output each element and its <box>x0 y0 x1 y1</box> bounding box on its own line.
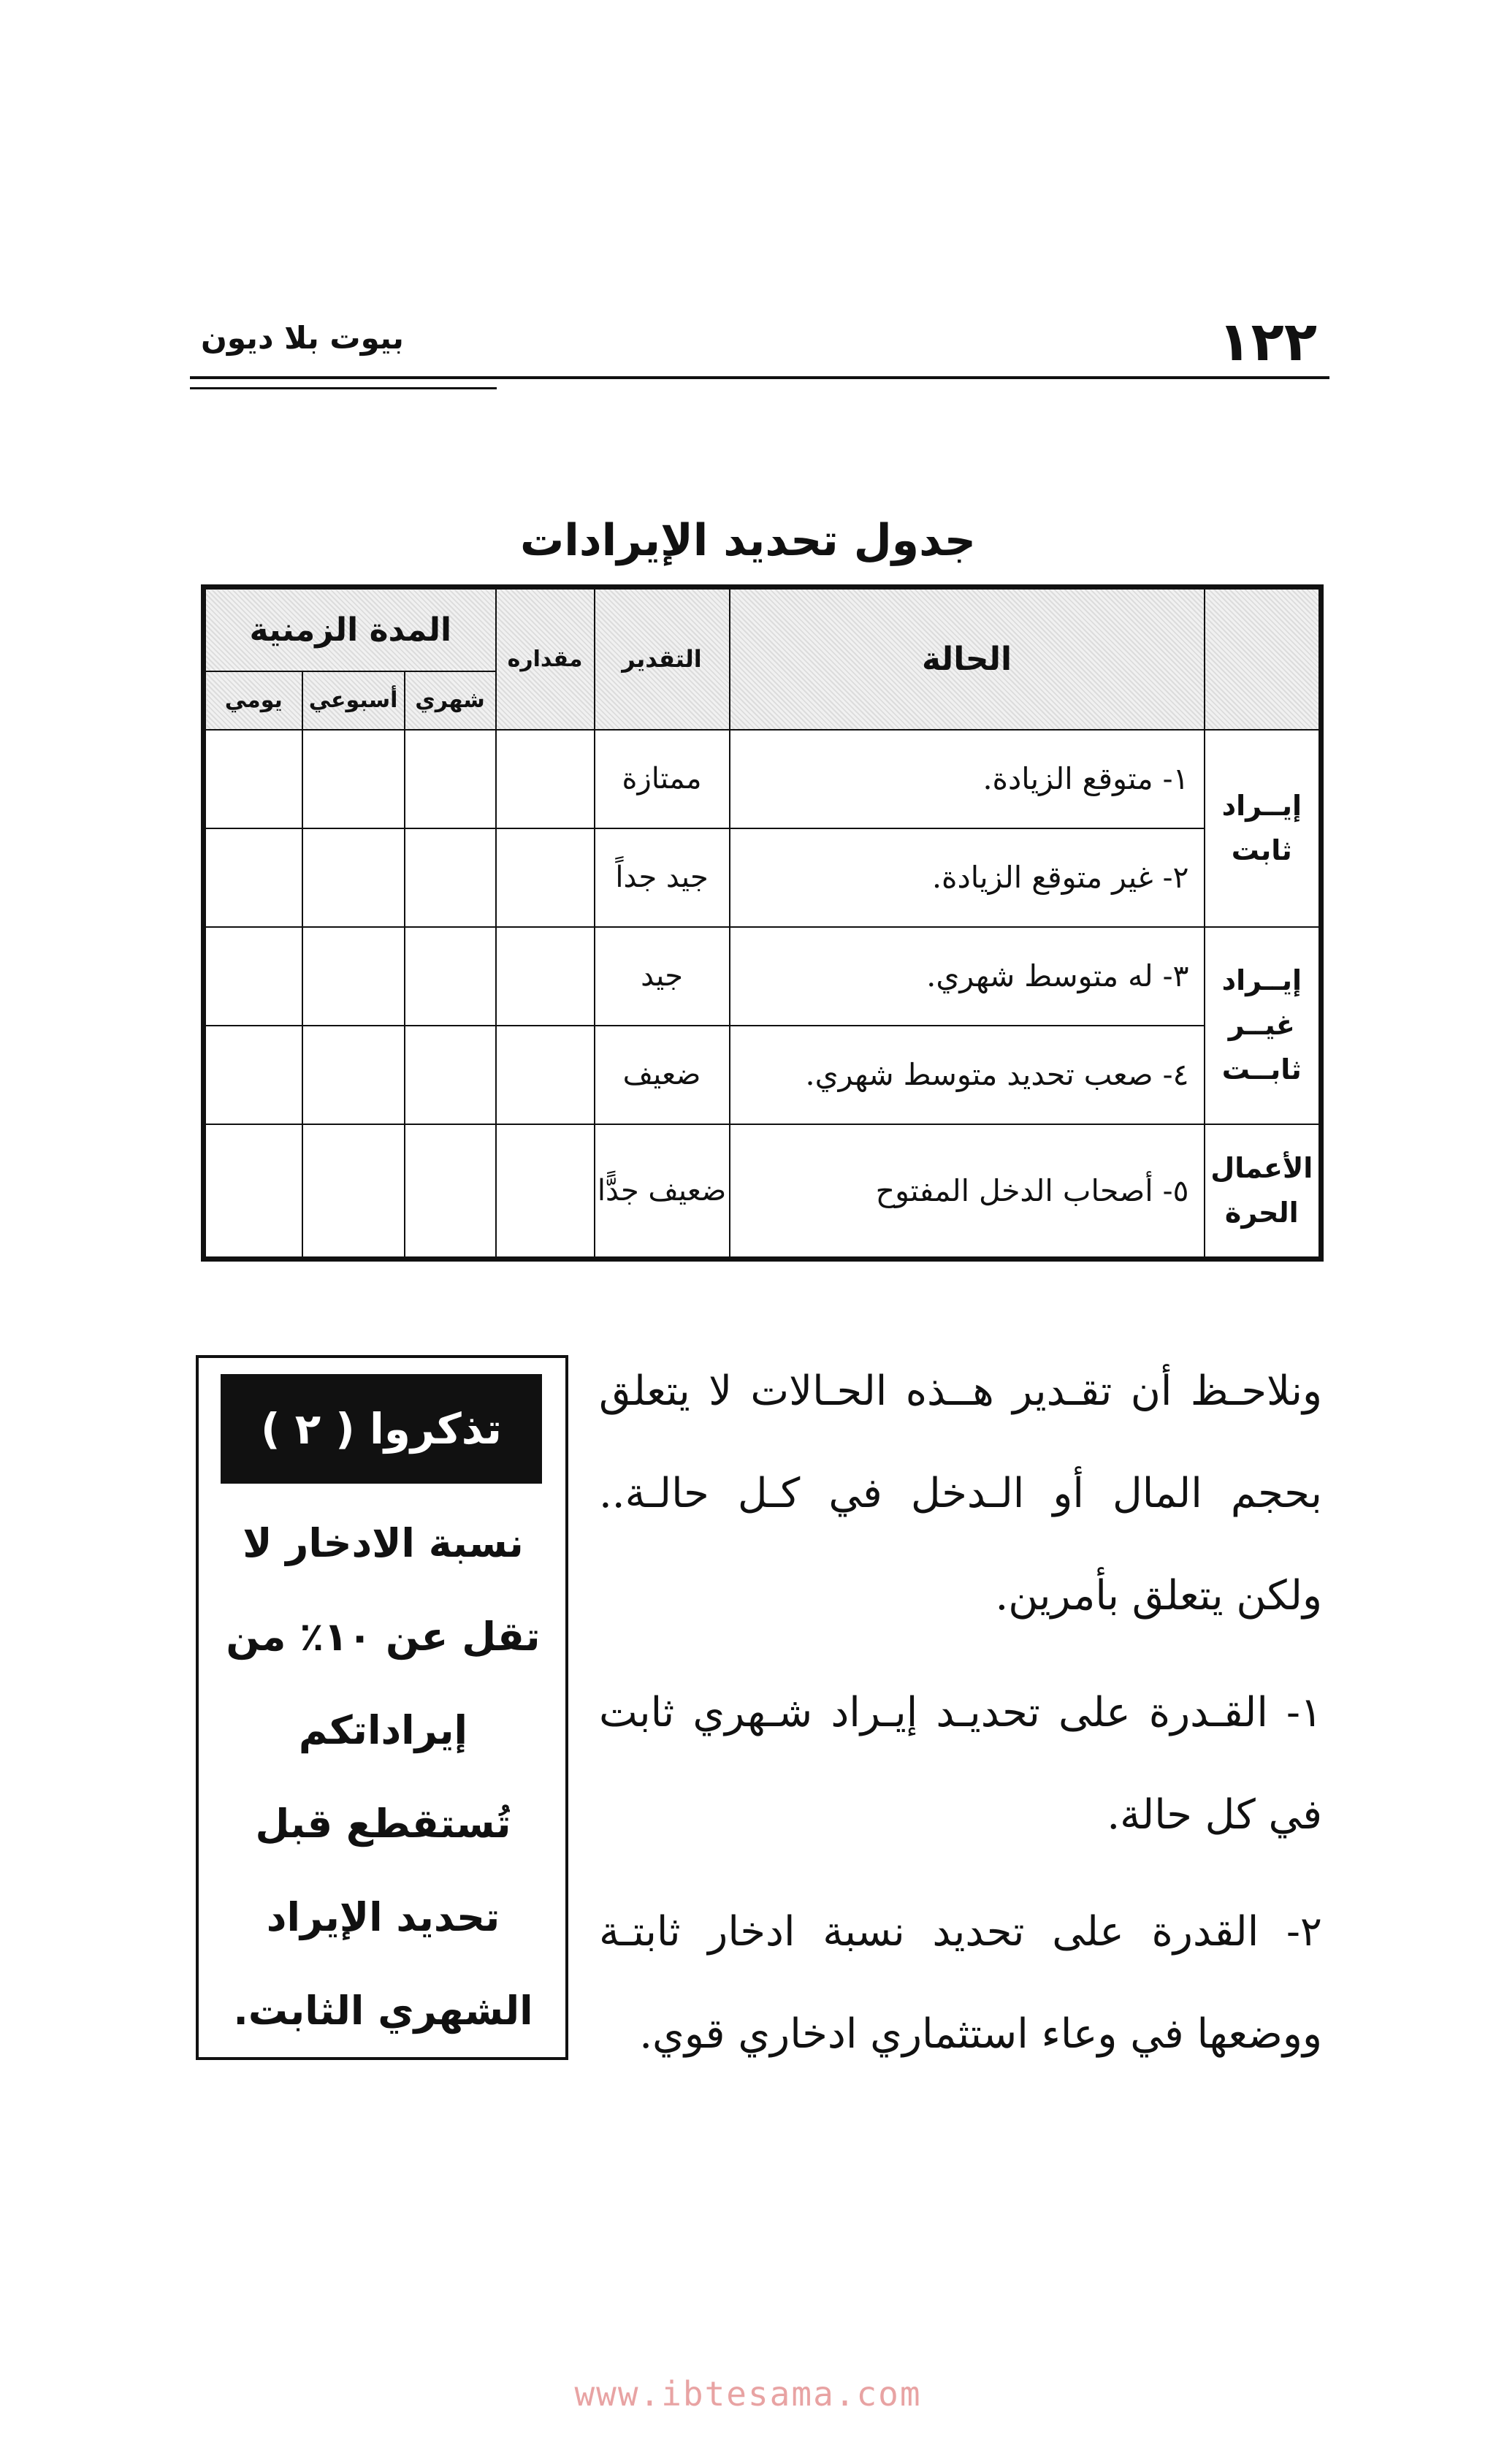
group-freelance: الأعمال الحرة <box>1205 1124 1321 1259</box>
case-cell: ٣- له متوسط شهري. <box>730 927 1205 1026</box>
paragraph: ٢- القدرة على تحديد نسبة ادخار ثابتـة ووضعها في وعاء استثماري ادخاري قوي. <box>599 1908 1322 2058</box>
book-title: بيوت بلا ديون <box>201 320 404 356</box>
weekly-cell <box>302 730 405 828</box>
case-cell: ٤- صعب تحديد متوسط شهري. <box>730 1026 1205 1124</box>
header-group-blank <box>1205 587 1321 730</box>
header-rule <box>190 376 1329 379</box>
income-table <box>201 584 1324 1262</box>
reminder-text: نسبة الادخار لا تقل عن ١٠٪ من إيراداتكم تُستقطع قبل تحديد الإيراد الشهري الثابت. <box>226 1520 541 2034</box>
header-rule-short <box>190 387 497 389</box>
amount-cell <box>496 1124 595 1259</box>
weekly-cell <box>302 1026 405 1124</box>
header-amount: مقداره <box>496 587 595 730</box>
watermark: www.ibtesama.com <box>574 2374 922 2414</box>
table-row <box>204 1026 1321 1124</box>
reminder-box <box>196 1355 568 2060</box>
amount-cell <box>496 927 595 1026</box>
amount-cell <box>496 730 595 828</box>
table-row <box>204 828 1321 927</box>
amount-cell <box>496 828 595 927</box>
case-cell: ٢- غير متوقع الزيادة. <box>730 828 1205 927</box>
weekly-cell <box>302 828 405 927</box>
paragraph: ١- القـدرة على تحديـد إيـراد شـهري ثابت في كل حالة. <box>599 1689 1322 1839</box>
table-row <box>204 1124 1321 1259</box>
table-row <box>204 927 1321 1026</box>
rating-cell: ممتازة <box>595 730 730 828</box>
header-weekly: أسبوعي <box>302 671 405 730</box>
header-period: المدة الزمنية <box>204 587 496 671</box>
table-title: جدول تحديد الإيرادات <box>520 515 976 566</box>
group-variable-income: إيــراد غيــر ثابــت <box>1205 927 1321 1124</box>
monthly-cell <box>405 828 496 927</box>
daily-cell <box>204 828 302 927</box>
daily-cell <box>204 1026 302 1124</box>
weekly-cell <box>302 927 405 1026</box>
rating-cell: ضعيف <box>595 1026 730 1124</box>
rating-cell: جيد جداً <box>595 828 730 927</box>
weekly-cell <box>302 1124 405 1259</box>
reminder-title: تذكروا ( ٢ ) <box>221 1374 542 1484</box>
header-case: الحالة <box>730 587 1205 730</box>
header-monthly: شهري <box>405 671 496 730</box>
case-cell: ٥- أصحاب الدخل المفتوح <box>730 1124 1205 1259</box>
group-fixed-income: إيــراد ثابت <box>1205 730 1321 927</box>
page-number: ١٢٢ <box>1218 310 1317 373</box>
daily-cell <box>204 1124 302 1259</box>
monthly-cell <box>405 730 496 828</box>
header-rating: التقدير <box>595 587 730 730</box>
rating-cell: ضعيف جدًّا <box>595 1124 730 1259</box>
header-daily: يومي <box>204 671 302 730</box>
table-row <box>204 730 1321 828</box>
monthly-cell <box>405 1124 496 1259</box>
rating-cell: جيد <box>595 927 730 1026</box>
daily-cell <box>204 927 302 1026</box>
case-cell: ١- متوقع الزيادة. <box>730 730 1205 828</box>
body-text <box>599 1340 1322 2100</box>
monthly-cell <box>405 1026 496 1124</box>
monthly-cell <box>405 927 496 1026</box>
amount-cell <box>496 1026 595 1124</box>
paragraph: ونلاحـظ أن تقـدير هــذه الحـالات لا يتعلق بحجم المال أو الـدخل في كـل حالـة.. ولكن يتعلق بأمرين. <box>599 1368 1322 1620</box>
daily-cell <box>204 730 302 828</box>
